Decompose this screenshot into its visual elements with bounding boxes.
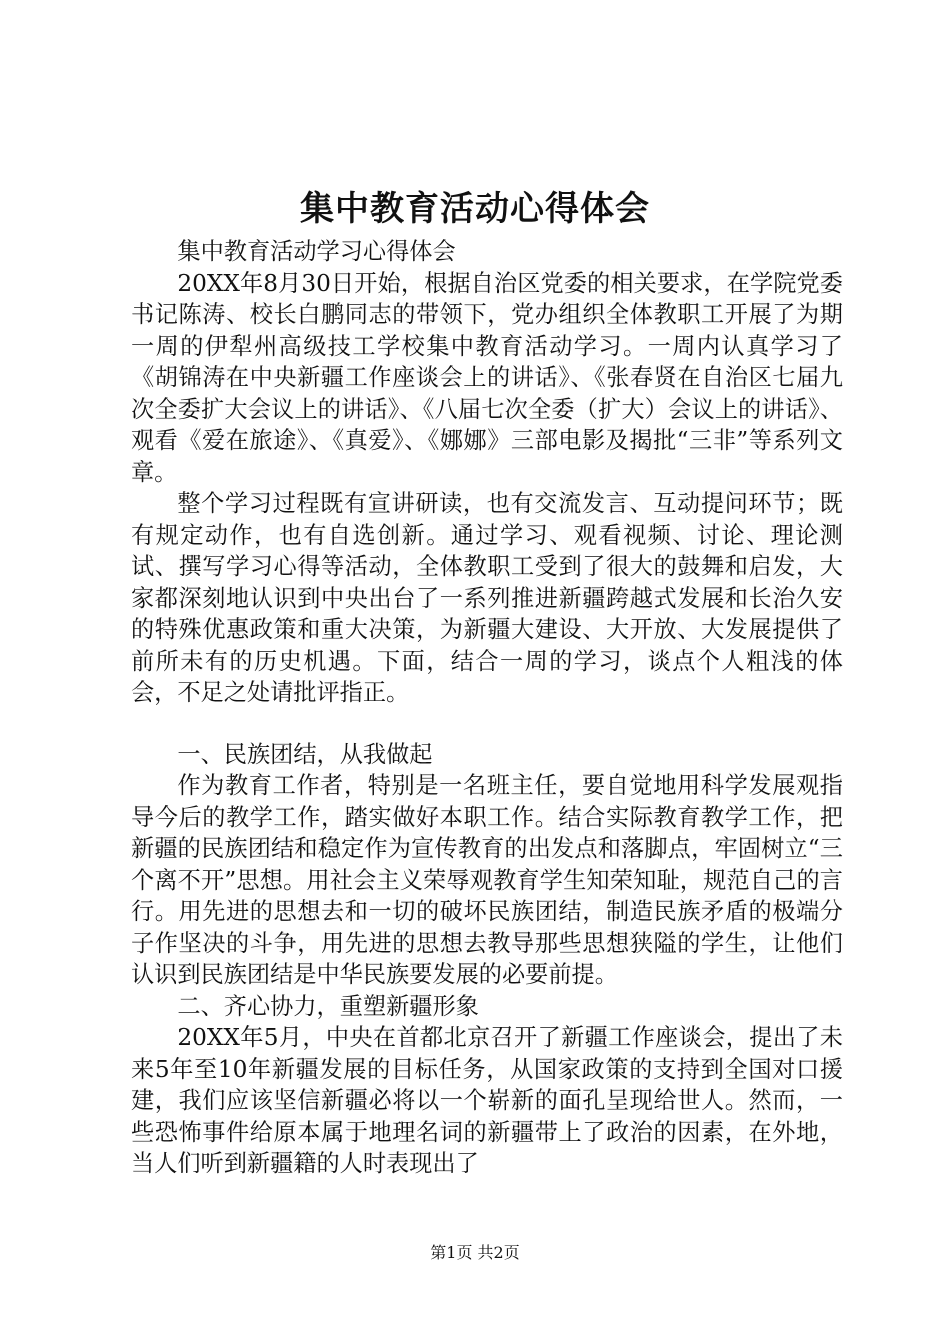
body-paragraph: 整个学习过程既有宣讲研读，也有交流发言、互动提问环节；既有规定动作，也有自选创新。通过学习、观看视频、讨论、理论测试、撰写学习心得等活动，全体教职工受到了很大的鼓舞和启发，大家都深刻地认识到中央出台了一系列推进新疆跨越式发展和长治久安的特殊优惠政策和重大决策，为新疆大建设、大开放、大发展提供了前所未有的历史机遇。下面，结合一周的学习，谈点个人粗浅的体会，不足之处请批评指正。	[131, 490, 843, 706]
body-paragraph: 20XX年5月，中央在首都北京召开了新疆工作座谈会，提出了未来5年至10年新疆发展的目标任务，从国家政策的支持到全国对口援建，我们应该坚信新疆必将以一个崭新的面孔呈现给世人。然而，一些恐怖事件给原本属于地理名词的新疆带上了政治的因素，在外地，当人们听到新疆籍的人时表现出了	[131, 1024, 843, 1177]
section-heading: 二、齐心协力，重塑新疆形象	[177, 992, 479, 1020]
document-body	[131, 236, 843, 1180]
subtitle-paragraph: 集中教育活动学习心得体会	[177, 238, 456, 265]
body-paragraph: 20XX年8月30日开始，根据自治区党委的相关要求，在学院党委书记陈涛、校长白鹏同志的带领下，党办组织全体教职工开展了为期一周的伊犁州高级技工学校集中教育活动学习。一周内认真学习了《胡锦涛在中央新疆工作座谈会上的讲话》、《张春贤在自治区七届九次全委扩大会议上的讲话》、《八届七次全委（扩大）会议上的讲话》、观看《爱在旅途》、《真爱》、《娜娜》三部电影及揭批“三非”等系列文章。	[131, 269, 843, 486]
page-number-footer: 第1页 共2页	[430, 1243, 520, 1262]
body-paragraph: 作为教育工作者，特别是一名班主任，要自觉地用科学发展观指导今后的教学工作，踏实做好本职工作。结合实际教育教学工作，把新疆的民族团结和稳定作为宣传教育的出发点和落脚点，牢固树立“三个离不开”思想。用社会主义荣辱观教育学生知荣知耻，规范自己的言行。用先进的思想去和一切的破坏民族团结，制造民族矛盾的极端分子作坚决的斗争，用先进的思想去教导那些思想狭隘的学生，让他们认识到民族团结是中华民族要发展的必要前提。	[131, 772, 843, 988]
document-title: 集中教育活动心得体会	[300, 189, 650, 229]
section-heading: 一、民族团结，从我做起	[177, 740, 433, 768]
